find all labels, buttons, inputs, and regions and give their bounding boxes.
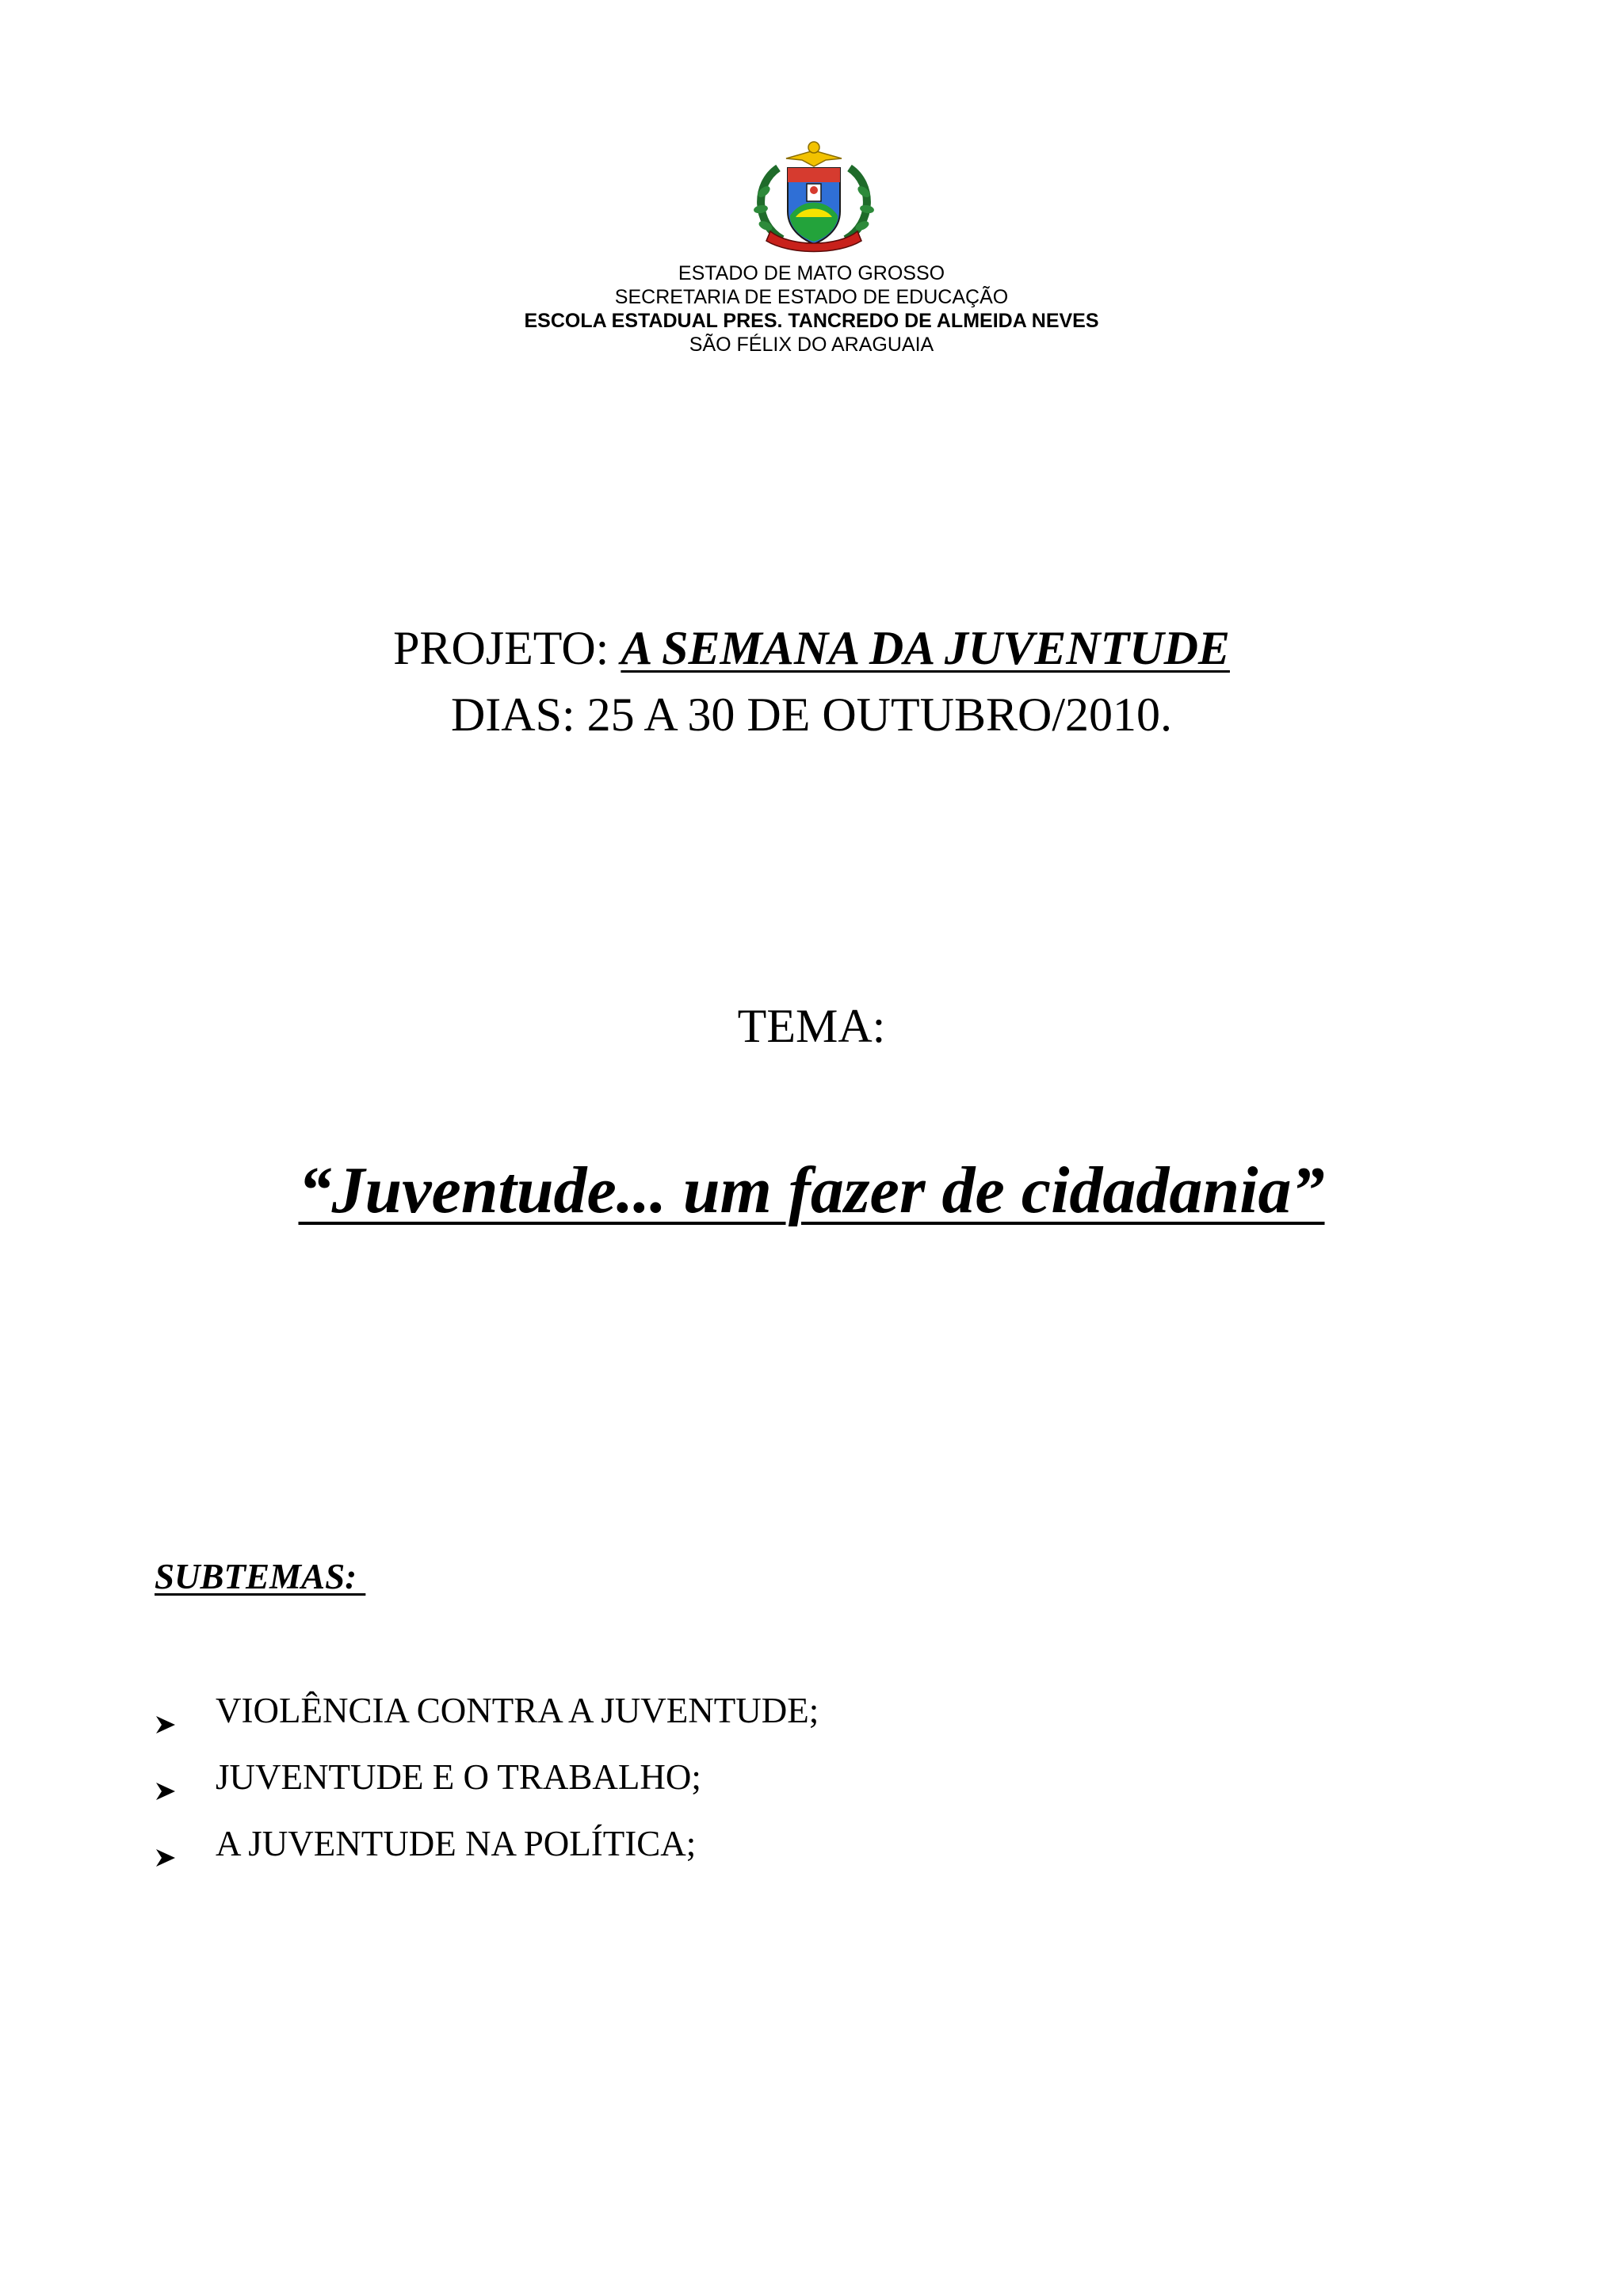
project-label: PROJETO:: [393, 622, 621, 674]
subtemas-list: [155, 1683, 819, 1882]
subtemas-heading: SUBTEMAS:: [155, 1557, 366, 1596]
subtema-item-text: VIOLÊNCIA CONTRA A JUVENTUDE;: [216, 1691, 819, 1730]
tema-label: TEMA:: [737, 1000, 886, 1052]
coat-of-arms-icon: [747, 136, 881, 255]
list-item: [155, 1816, 819, 1882]
subtema-item-text: JUVENTUDE E O TRABALHO;: [216, 1757, 701, 1797]
subtema-item-text: A JUVENTUDE NA POLÍTICA;: [216, 1824, 697, 1863]
list-item: [155, 1749, 819, 1816]
project-title: A SEMANA DA JUVENTUDE: [621, 622, 1230, 674]
header-city: SÃO FÉLIX DO ARAGUAIA: [689, 334, 934, 356]
list-item: [155, 1683, 819, 1749]
institution-header: [0, 261, 1623, 357]
header-secretariat: SECRETARIA DE ESTADO DE EDUCAÇÃO: [614, 286, 1009, 308]
arrowhead-bullet-icon: [155, 1683, 216, 1752]
arrowhead-bullet-icon: [155, 1816, 216, 1885]
tema-text: “Juventude... um fazer de cidadania”: [298, 1154, 1325, 1227]
project-block: [0, 615, 1623, 748]
project-line: [0, 615, 1623, 681]
arrowhead-bullet-icon: [155, 1749, 216, 1818]
project-dates: DIAS: 25 A 30 DE OUTUBRO/2010.: [450, 688, 1173, 741]
header-school: ESCOLA ESTADUAL PRES. TANCREDO DE ALMEIDA NEVES: [524, 310, 1099, 332]
header-state: ESTADO DE MATO GROSSO: [678, 262, 945, 284]
